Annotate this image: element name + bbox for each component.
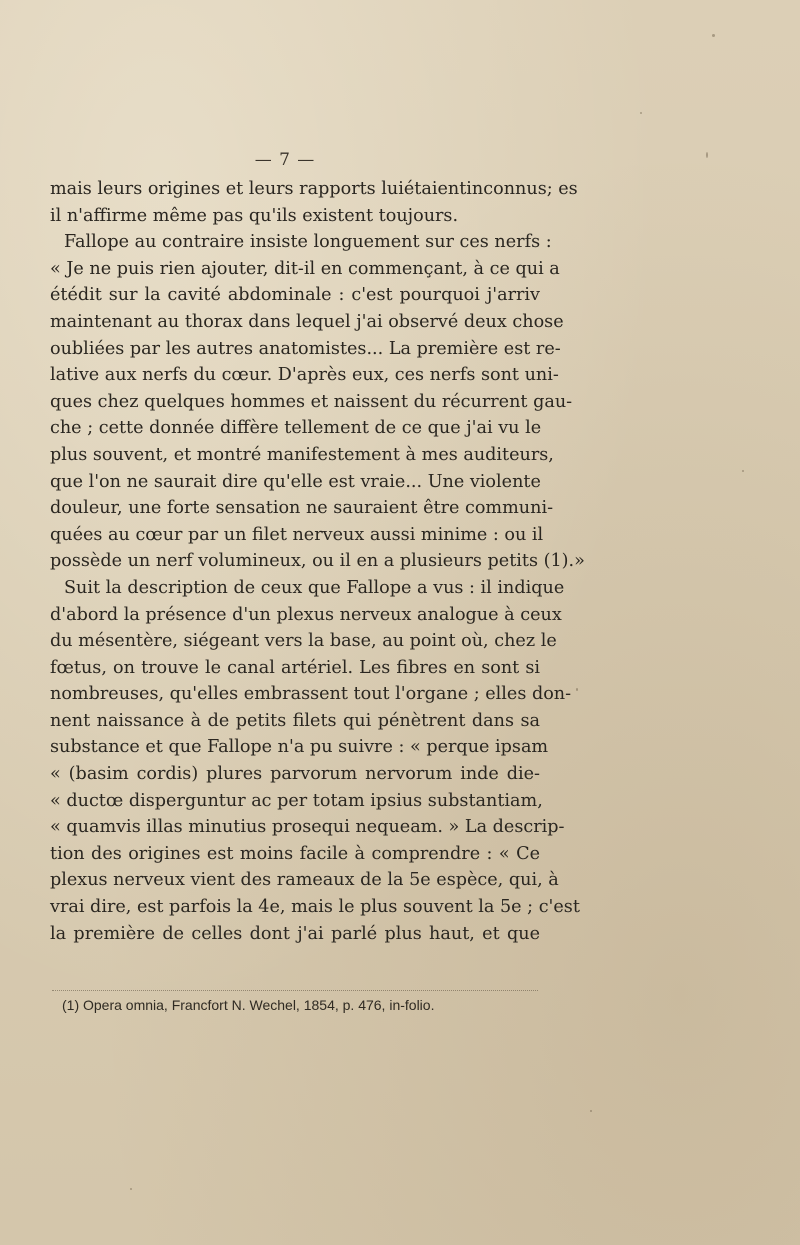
- text-line: tion des origines est moins facile à comprendre : « Ce: [50, 843, 540, 864]
- text-line: substance et que Fallope n'a pu suivre : « perque ipsam: [50, 737, 549, 758]
- text-line: la première de celles dont j'ai parlé plus haut, et que: [50, 923, 540, 944]
- text-line: maintenant au thorax dans lequel j'ai observé deux chose: [50, 311, 564, 332]
- text-line: possède un nerf volumineux, ou il en a plusieurs petits (1).»: [50, 551, 585, 572]
- text-line: douleur, une forte sensation ne sauraient être communi-: [50, 498, 554, 519]
- text-line: il n'affirme même pas qu'ils existent toujours.: [50, 205, 459, 226]
- text-line: Suit la description de ceux que Fallope a vus : il indique: [64, 577, 565, 598]
- text-line: « Je ne puis rien ajouter, dit-il en commençant, à ce qui a: [50, 258, 560, 279]
- text-line: du mésentère, siégeant vers la base, au point où, chez le: [50, 631, 557, 652]
- text-line: que l'on ne saurait dire qu'elle est vraie... Une violente: [50, 471, 541, 492]
- paper-speck: [742, 470, 744, 472]
- text-line: fœtus, on trouve le canal artériel. Les fibres en sont si: [50, 657, 540, 678]
- paper-speck: [712, 34, 715, 37]
- text-line: vrai dire, est parfois la 4e, mais le plus souvent la 5e ; c'est: [50, 897, 580, 918]
- paper-speck: [640, 112, 642, 114]
- text-line: nent naissance à de petits filets qui pénètrent dans sa: [50, 710, 540, 731]
- text-line: mais leurs origines et leurs rapports luiétaientinconnus; es: [50, 179, 578, 199]
- text-line: Fallope au contraire insiste longuement sur ces nerfs :: [64, 232, 552, 253]
- text-line: che ; cette donnée diffère tellement de ce que j'ai vu le: [50, 418, 542, 439]
- paper-speck: [576, 688, 578, 691]
- text-line: lative aux nerfs du cœur. D'après eux, ces nerfs sont uni-: [50, 365, 559, 386]
- text-line: quées au cœur par un filet nerveux aussi minime : ou il: [50, 524, 544, 545]
- text-line: plus souvent, et montré manifestement à mes auditeurs,: [50, 444, 554, 465]
- text-line: étédit sur la cavité abdominale : c'est pourquoi j'arriv: [50, 285, 540, 306]
- footnote: (1) Opera omnia, Francfort N. Wechel, 1854, p. 476, in-folio.: [62, 997, 435, 1013]
- footnote-separator: [52, 990, 538, 992]
- text-line: « quamvis illas minutius prosequi nequeam. » La descrip-: [50, 817, 565, 838]
- paper-speck: [706, 152, 708, 158]
- text-line: « (basim cordis) plures parvorum nervorum inde die-: [50, 764, 540, 785]
- text-line: « ductœ disperguntur ac per totam ipsius substantiam,: [50, 790, 543, 811]
- page-number: — 7 —: [254, 150, 316, 170]
- text-line: plexus nerveux vient des rameaux de la 5e espèce, qui, à: [50, 870, 559, 891]
- text-line: nombreuses, qu'elles embrassent tout l'organe ; elles don-: [50, 684, 572, 705]
- body-text: [50, 176, 585, 947]
- paper-speck: [130, 1188, 132, 1190]
- text-line: d'abord la présence d'un plexus nerveux analogue à ceux: [50, 604, 562, 625]
- text-line: oubliées par les autres anatomistes... La première est re-: [50, 338, 561, 359]
- text-line: ques chez quelques hommes et naissent du récurrent gau-: [50, 391, 573, 412]
- paper-speck: [590, 1110, 592, 1112]
